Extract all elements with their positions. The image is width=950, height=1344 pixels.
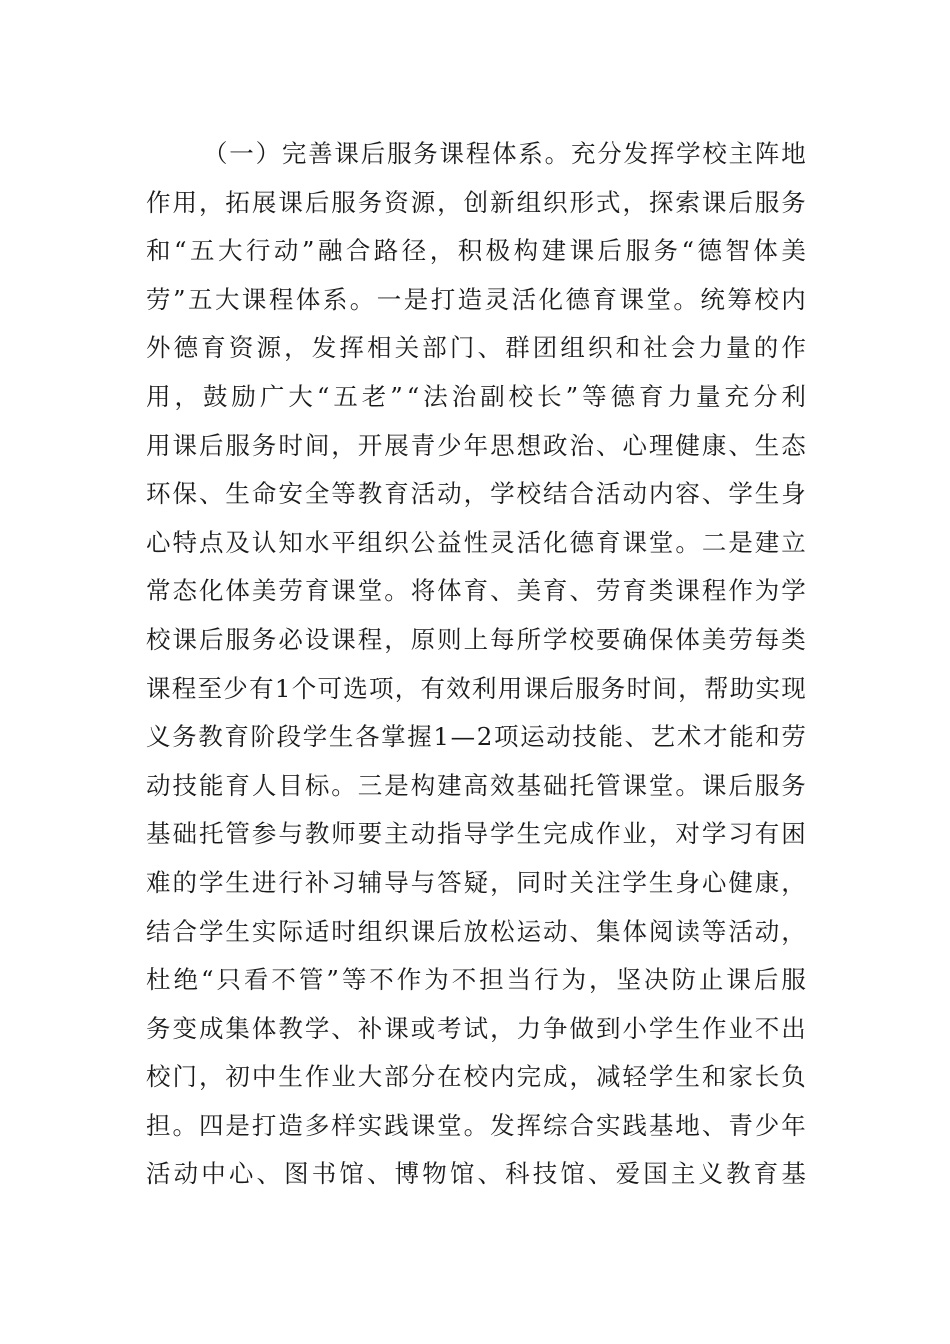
text-line: 作 用 ， 拓 展 课 后 服 务 资 源 ， 创 新 组 织 形 式 ， 探 索 课 后 服 务 — [146, 187, 806, 217]
text-line: 担 。 四 是 打 造 多 样 实 践 课 堂 。 发 挥 综 合 实 践 基 地 、 青 少 年 — [146, 1110, 806, 1140]
text-line: 用 课 后 服 务 时 间 ， 开 展 青 少 年 思 想 政 治 、 心 理 健 康 、 生 态 — [146, 430, 806, 460]
text-line: 杜 绝 “ 只 看 不 管 ” 等 不 作 为 不 担 当 行 为 ， 坚 决 防 止 课 后 服 — [146, 965, 806, 995]
text-line: 结 合 学 生 实 际 适 时 组 织 课 后 放 松 运 动 、 集 体 阅 读 等 活 动 ， — [146, 916, 806, 946]
text-line: 心 特 点 及 认 知 水 平 组 织 公 益 性 灵 活 化 德 育 课 堂 。 二 是 建 立 — [146, 527, 806, 557]
text-line: 外 德 育 资 源 ， 发 挥 相 关 部 门 、 群 团 组 织 和 社 会 力 量 的 作 — [146, 333, 806, 363]
text-line: 环 保 、 生 命 安 全 等 教 育 活 动 ， 学 校 结 合 活 动 内 容 、 学 生 身 — [146, 479, 806, 509]
text-line: （ 一 ） 完 善 课 后 服 务 课 程 体 系 。 充 分 发 挥 学 校 主 阵 地 — [203, 139, 806, 168]
text-line: 活 动 中 心 、 图 书 馆 、 博 物 馆 、 科 技 馆 、 爱 国 主 义 教 育 基 — [146, 1159, 806, 1189]
text-line: 校 门 ， 初 中 生 作 业 大 部 分 在 校 内 完 成 ， 减 轻 学 生 和 家 长 负 — [146, 1062, 806, 1092]
text-line: 基 础 托 管 参 与 教 师 要 主 动 指 导 学 生 完 成 作 业 ， 对 学 习 有 困 — [146, 819, 806, 849]
text-line: 用 ， 鼓 励 广 大 “ 五 老 ” “ 法 治 副 校 长 ” 等 德 育 力 量 充 分 利 — [146, 381, 806, 411]
text-line: 和 “ 五 大 行 动 ” 融 合 路 径 ， 积 极 构 建 课 后 服 务 “ 德 智 体 美 — [146, 236, 806, 266]
text-line: 课 程 至 少 有 1 个 可 选 项 ， 有 效 利 用 课 后 服 务 时 间 ， 帮 助 实 现 — [146, 673, 806, 703]
text-line: 义 务 教 育 阶 段 学 生 各 掌 握 1 — 2 项 运 动 技 能 、 艺 术 才 能 和 劳 — [146, 722, 806, 752]
text-line: 难 的 学 生 进 行 补 习 辅 导 与 答 疑 ， 同 时 关 注 学 生 身 心 健 康 ， — [146, 867, 806, 897]
text-line: 常 态 化 体 美 劳 育 课 堂 。 将 体 育 、 美 育 、 劳 育 类 课 程 作 为 学 — [146, 576, 806, 606]
text-line: 劳 ” 五 大 课 程 体 系 。 一 是 打 造 灵 活 化 德 育 课 堂 。 统 筹 校 内 — [146, 284, 806, 314]
text-line: 动 技 能 育 人 目 标 。 三 是 构 建 高 效 基 础 托 管 课 堂 。 课 后 服 务 — [146, 770, 806, 800]
body-paragraph — [146, 130, 806, 1199]
text-line: 校 课 后 服 务 必 设 课 程 ， 原 则 上 每 所 学 校 要 确 保 体 美 劳 每 类 — [146, 624, 806, 654]
text-line: 务 变 成 集 体 教 学 、 补 课 或 考 试 ， 力 争 做 到 小 学 生 作 业 不 出 — [146, 1013, 806, 1043]
